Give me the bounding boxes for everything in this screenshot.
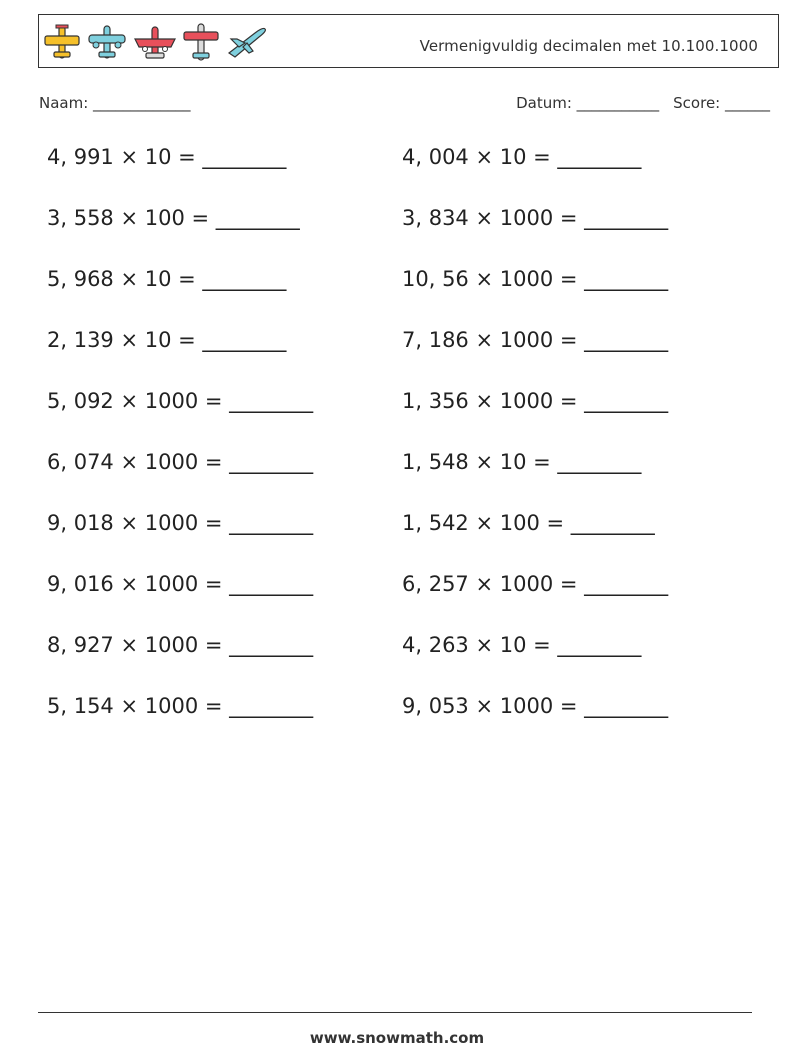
problem-item: 9, 016 × 1000 = ________ (47, 572, 314, 596)
problem-row (47, 328, 767, 389)
problem-item: 9, 053 × 1000 = ________ (402, 694, 669, 718)
problem-item: 3, 558 × 100 = ________ (47, 206, 300, 230)
problem-row (47, 572, 767, 633)
red-plane-icon (133, 23, 177, 61)
problem-item: 8, 927 × 1000 = ________ (47, 633, 314, 657)
name-field: Naam: _____________ (39, 94, 191, 112)
problem-item: 6, 074 × 1000 = ________ (47, 450, 314, 474)
plane-icons (43, 21, 273, 63)
problem-row (47, 389, 767, 450)
problem-item: 5, 968 × 10 = ________ (47, 267, 287, 291)
footer-divider (38, 1012, 752, 1013)
problem-grid (47, 145, 767, 755)
problem-item: 7, 186 × 1000 = ________ (402, 328, 669, 352)
date-field: Datum: ___________ (516, 94, 660, 112)
problem-item: 1, 542 × 100 = ________ (402, 511, 655, 535)
blue-plane-icon (87, 23, 127, 61)
problem-row (47, 511, 767, 572)
problem-item: 4, 991 × 10 = ________ (47, 145, 287, 169)
problem-row (47, 633, 767, 694)
problem-row (47, 694, 767, 755)
problem-item: 3, 834 × 1000 = ________ (402, 206, 669, 230)
date-score-fields (516, 94, 770, 112)
worksheet-header (38, 14, 779, 68)
problem-item: 5, 154 × 1000 = ________ (47, 694, 314, 718)
problem-item: 10, 56 × 1000 = ________ (402, 267, 669, 291)
problem-row (47, 206, 767, 267)
problem-row (47, 267, 767, 328)
problem-item: 4, 004 × 10 = ________ (402, 145, 642, 169)
problem-item: 1, 356 × 1000 = ________ (402, 389, 669, 413)
blue-jet-icon (225, 23, 267, 61)
score-field: Score: ______ (673, 94, 770, 112)
problem-row (47, 145, 767, 206)
footer-site: www.snowmath.com (309, 1029, 485, 1047)
problem-item: 9, 018 × 1000 = ________ (47, 511, 314, 535)
problem-item: 5, 092 × 1000 = ________ (47, 389, 314, 413)
worksheet-title: Vermenigvuldig decimalen met 10.100.1000 (419, 37, 758, 55)
problem-item: 2, 139 × 10 = ________ (47, 328, 287, 352)
problem-item: 1, 548 × 10 = ________ (402, 450, 642, 474)
problem-item: 6, 257 × 1000 = ________ (402, 572, 669, 596)
problem-row (47, 450, 767, 511)
problem-item: 4, 263 × 10 = ________ (402, 633, 642, 657)
red-plane-top-icon (183, 22, 219, 62)
yellow-plane-icon (43, 23, 81, 61)
